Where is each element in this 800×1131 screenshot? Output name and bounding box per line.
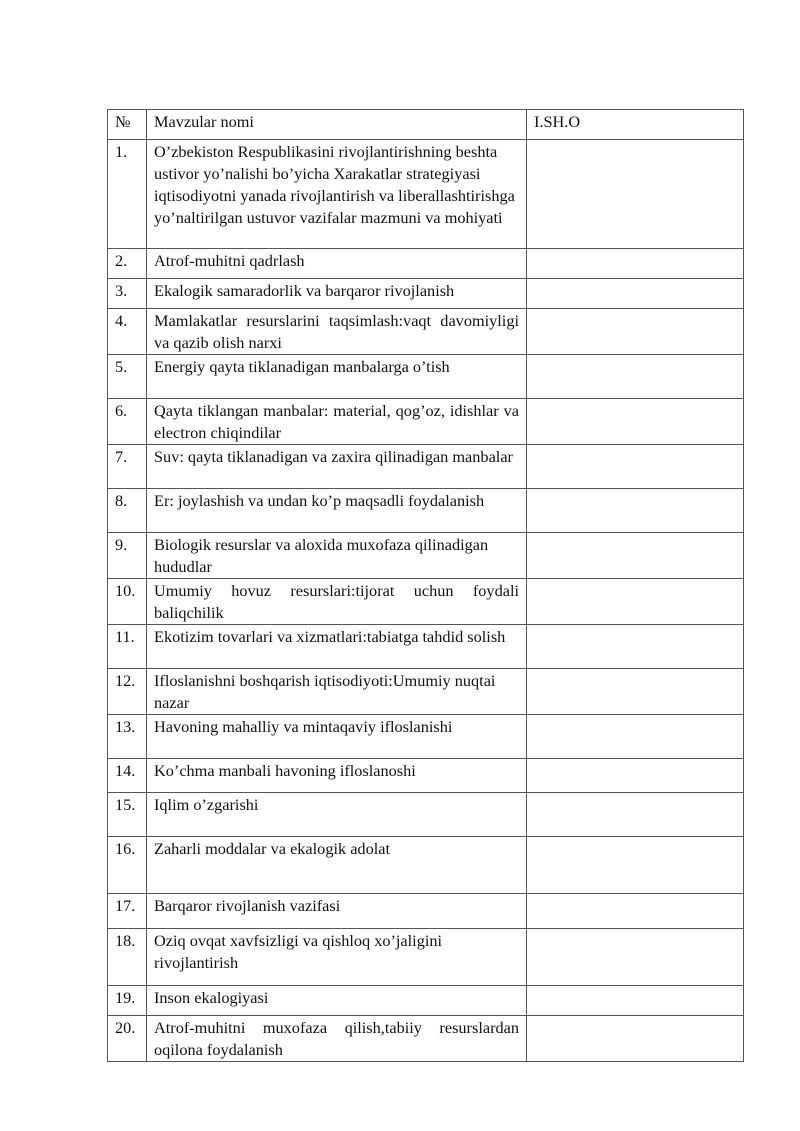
table-header-row xyxy=(108,110,744,140)
row-author xyxy=(527,793,744,837)
table-row xyxy=(108,669,744,715)
row-author xyxy=(527,279,744,309)
row-number: 12. xyxy=(108,669,147,715)
row-number: 3. xyxy=(108,279,147,309)
row-topic: Qayta tiklangan manbalar: material, qog’oz, idishlar va electron chiqindilar xyxy=(147,399,527,445)
row-topic: Barqaror rivojlanish vazifasi xyxy=(147,894,527,929)
table-row xyxy=(108,445,744,489)
row-topic: Iqlim o’zgarishi xyxy=(147,793,527,837)
table-row xyxy=(108,793,744,837)
header-number: № xyxy=(108,110,147,140)
row-number: 14. xyxy=(108,759,147,793)
row-number: 8. xyxy=(108,489,147,533)
table-row xyxy=(108,399,744,445)
row-author xyxy=(527,249,744,279)
header-topic-name: Mavzular nomi xyxy=(147,110,527,140)
row-topic: Biologik resurslar va aloxida muxofaza qilinadigan hududlar xyxy=(147,533,527,579)
row-number: 10. xyxy=(108,579,147,625)
row-author xyxy=(527,986,744,1016)
row-topic: Mamlakatlar resurslarini taqsimlash:vaqt davomiyligi va qazib olish narxi xyxy=(147,309,527,355)
row-author xyxy=(527,759,744,793)
row-topic: Ekotizim tovarlari va xizmatlari:tabiatga tahdid solish xyxy=(147,625,527,669)
row-topic: Havoning mahalliy va mintaqaviy ifloslanishi xyxy=(147,715,527,759)
row-number: 6. xyxy=(108,399,147,445)
row-number: 18. xyxy=(108,929,147,986)
row-author xyxy=(527,579,744,625)
table-row xyxy=(108,279,744,309)
topics-table xyxy=(107,109,744,1062)
row-topic: Ekalogik samaradorlik va barqaror rivojlanish xyxy=(147,279,527,309)
row-number: 2. xyxy=(108,249,147,279)
row-topic: Ko’chma manbali havoning ifloslanoshi xyxy=(147,759,527,793)
table-row xyxy=(108,894,744,929)
row-number: 20. xyxy=(108,1016,147,1062)
row-author xyxy=(527,533,744,579)
row-number: 17. xyxy=(108,894,147,929)
row-number: 15. xyxy=(108,793,147,837)
row-author xyxy=(527,929,744,986)
table-row xyxy=(108,625,744,669)
table-row xyxy=(108,986,744,1016)
header-author: I.SH.O xyxy=(527,110,744,140)
table-row xyxy=(108,837,744,894)
row-number: 16. xyxy=(108,837,147,894)
row-number: 7. xyxy=(108,445,147,489)
table-row xyxy=(108,309,744,355)
row-author xyxy=(527,669,744,715)
row-topic: Inson ekalogiyasi xyxy=(147,986,527,1016)
row-topic: Oziq ovqat xavfsizligi va qishloq xo’jaligini rivojlantirish xyxy=(147,929,527,986)
table-row xyxy=(108,579,744,625)
table-row xyxy=(108,1016,744,1062)
row-author xyxy=(527,445,744,489)
row-author xyxy=(527,837,744,894)
row-number: 13. xyxy=(108,715,147,759)
row-author xyxy=(527,489,744,533)
table-row xyxy=(108,759,744,793)
row-topic: Zaharli moddalar va ekalogik adolat xyxy=(147,837,527,894)
table-row xyxy=(108,533,744,579)
row-author xyxy=(527,625,744,669)
table-row xyxy=(108,140,744,249)
row-topic: Suv: qayta tiklanadigan va zaxira qilinadigan manbalar xyxy=(147,445,527,489)
row-author xyxy=(527,399,744,445)
row-author xyxy=(527,355,744,399)
row-number: 5. xyxy=(108,355,147,399)
table-row xyxy=(108,715,744,759)
row-number: 1. xyxy=(108,140,147,249)
row-topic: O’zbekiston Respublikasini rivojlantirishning beshta ustivor yo’nalishi bo’yicha Xarakatlar strategiyasi iqtisodiyotni yanada rivojlantirish va liberallashtirishga yo’naltirilgan ustuvor vazifalar mazmuni va mohiyati xyxy=(147,140,527,249)
row-author xyxy=(527,309,744,355)
row-number: 19. xyxy=(108,986,147,1016)
row-number: 9. xyxy=(108,533,147,579)
row-author xyxy=(527,894,744,929)
row-topic: Er: joylashish va undan ko’p maqsadli foydalanish xyxy=(147,489,527,533)
table-row xyxy=(108,489,744,533)
row-topic: Ifloslanishni boshqarish iqtisodiyoti:Umumiy nuqtai nazar xyxy=(147,669,527,715)
row-topic: Atrof-muhitni muxofaza qilish,tabiiy resurslardan oqilona foydalanish xyxy=(147,1016,527,1062)
row-topic: Atrof-muhitni qadrlash xyxy=(147,249,527,279)
row-number: 11. xyxy=(108,625,147,669)
table-row xyxy=(108,249,744,279)
row-topic: Umumiy hovuz resurslari:tijorat uchun foydali baliqchilik xyxy=(147,579,527,625)
row-number: 4. xyxy=(108,309,147,355)
table-row xyxy=(108,355,744,399)
row-topic: Energiy qayta tiklanadigan manbalarga o’tish xyxy=(147,355,527,399)
table-row xyxy=(108,929,744,986)
row-author xyxy=(527,1016,744,1062)
row-author xyxy=(527,140,744,249)
row-author xyxy=(527,715,744,759)
